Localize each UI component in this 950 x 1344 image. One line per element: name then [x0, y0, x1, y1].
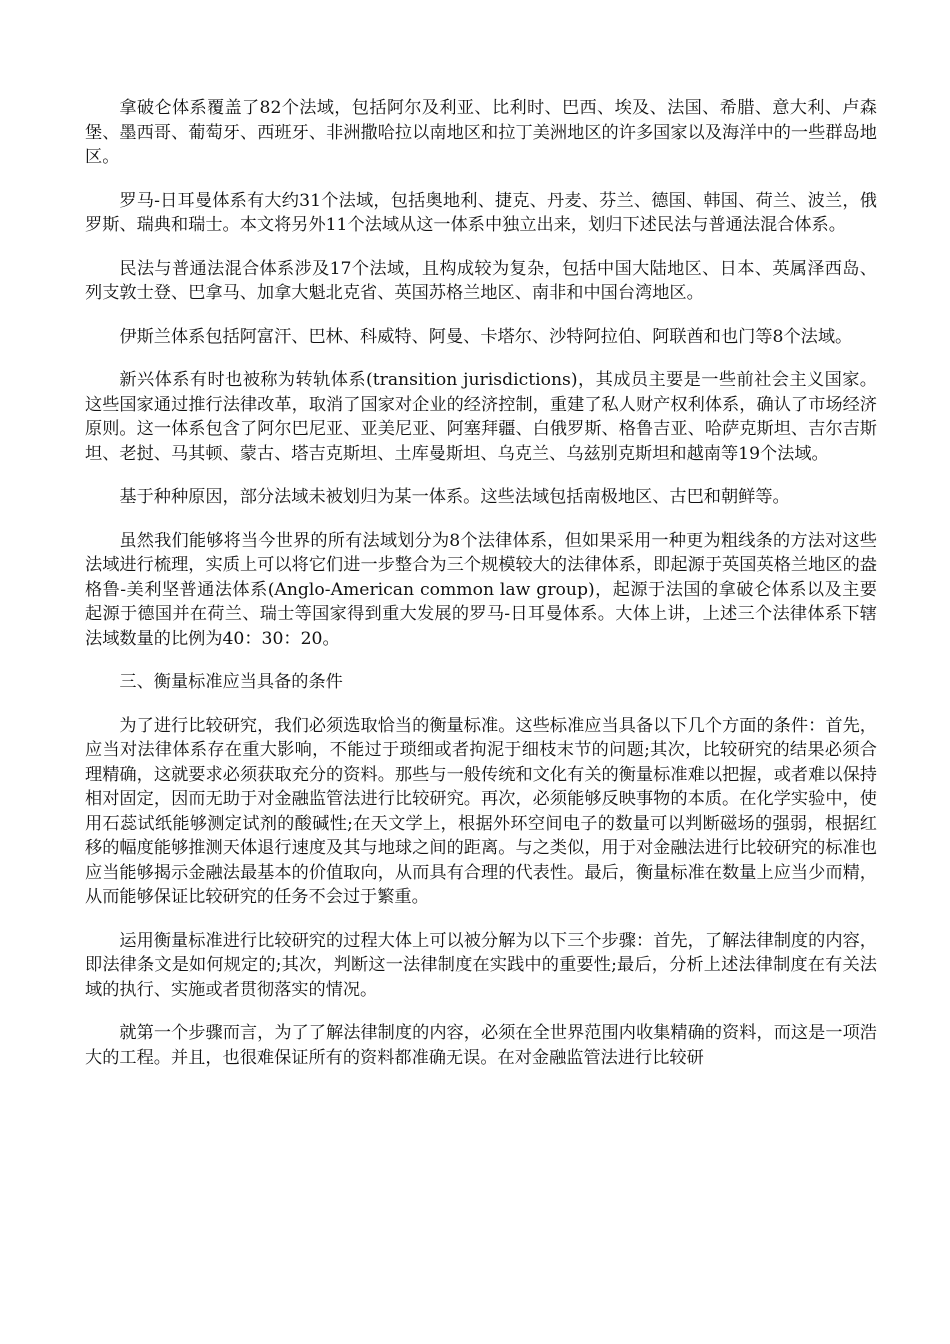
- paragraph-unclassified: 基于种种原因，部分法域未被划归为某一体系。这些法域包括南极地区、古巴和朝鲜等。: [119, 487, 790, 507]
- paragraph-transition-system: 新兴体系有时也被称为转轨体系(transition jurisdictions)，其成员主要是一些前社会主义国家。这些国家通过推行法律改革，取消了国家对企业的经济控制，重建了私人财产权利体系，确认了市场经济原则。这一体系包含了阿尔巴尼亚、亚美尼亚、阿塞拜疆、白俄罗斯、格鲁吉亚、哈萨克斯坦、吉尔吉斯坦、老挝、马其顿、蒙古、塔吉克斯坦、土库曼斯坦、乌克兰、乌兹别克斯坦和越南等19个法域。: [85, 370, 877, 464]
- paragraph-criteria-conditions: 为了进行比较研究，我们必须选取恰当的衡量标准。这些标准应当具备以下几个方面的条件：首先，应当对法律体系存在重大影响，不能过于琐细或者拘泥于细枝末节的问题;其次，比较研究的结果必须合理精确，这就要求必须获取充分的资料。那些与一般传统和文化有关的衡量标准难以把握，或者难以保持相对固定，因而无助于对金融监管法进行比较研究。再次，必须能够反映事物的本质。在化学实验中，使用石蕊试纸能够测定试剂的酸碱性;在天文学上，根据外环空间电子的数量可以判断磁场的强弱，根据红移的幅度能够推测天体退行速度及其与地球之间的距离。与之类似，用于对金融法进行比较研究的标准也应当能够揭示金融法最基本的价值取向，从而具有合理的代表性。最后，衡量标准在数量上应当少而精，从而能够保证比较研究的任务不会过于繁重。: [85, 715, 877, 907]
- document-page: [85, 96, 877, 1089]
- paragraph-roman-germanic-system: 罗马-日耳曼体系有大约31个法域，包括奥地利、捷克、丹麦、芬兰、德国、韩国、荷兰、波兰，俄罗斯、瑞典和瑞士。本文将另外11个法域从这一体系中独立出来，划归下述民法与普通法混合体系。: [85, 190, 877, 235]
- paragraph-first-step: 就第一个步骤而言，为了了解法律制度的内容，必须在全世界范围内收集精确的资料，而这是一项浩大的工程。并且，也很难保证所有的资料都准确无误。在对金融监管法进行比较研: [85, 1023, 877, 1068]
- section-heading: 三、衡量标准应当具备的条件: [119, 672, 343, 692]
- paragraph-islamic-system: 伊斯兰体系包括阿富汗、巴林、科威特、阿曼、卡塔尔、沙特阿拉伯、阿联酋和也门等8个法域。: [119, 326, 853, 347]
- paragraph-three-groups: 虽然我们能够将当今世界的所有法域划分为8个法律体系，但如果采用一种更为粗线条的方法对这些法域进行梳理，实质上可以将它们进一步整合为三个规模较大的法律体系，即起源于英国英格兰地区的盎格鲁-美利坚普通法体系(Anglo-American common law group)，起源于法国的拿破仑体系以及主要起源于德国并在荷兰、瑞士等国家得到重大发展的罗马-日耳曼体系。大体上讲，上述三个法律体系下辖法域数量的比例为40：30：20。: [85, 530, 877, 649]
- paragraph-three-steps: 运用衡量标准进行比较研究的过程大体上可以被分解为以下三个步骤：首先，了解法律制度的内容，即法律条文是如何规定的;其次，判断这一法律制度在实践中的重要性;最后，分析上述法律制度在有关法域的执行、实施或者贯彻落实的情况。: [85, 930, 877, 1000]
- paragraph-mixed-system: 民法与普通法混合体系涉及17个法域，且构成较为复杂，包括中国大陆地区、日本、英属泽西岛、列支敦士登、巴拿马、加拿大魁北克省、英国苏格兰地区、南非和中国台湾地区。: [85, 258, 877, 303]
- paragraph-napoleonic-system: 拿破仑体系覆盖了82个法域，包括阿尔及利亚、比利时、巴西、埃及、法国、希腊、意大利、卢森堡、墨西哥、葡萄牙、西班牙、非洲撒哈拉以南地区和拉丁美洲地区的许多国家以及海洋中的一些群岛地区。: [85, 98, 877, 167]
